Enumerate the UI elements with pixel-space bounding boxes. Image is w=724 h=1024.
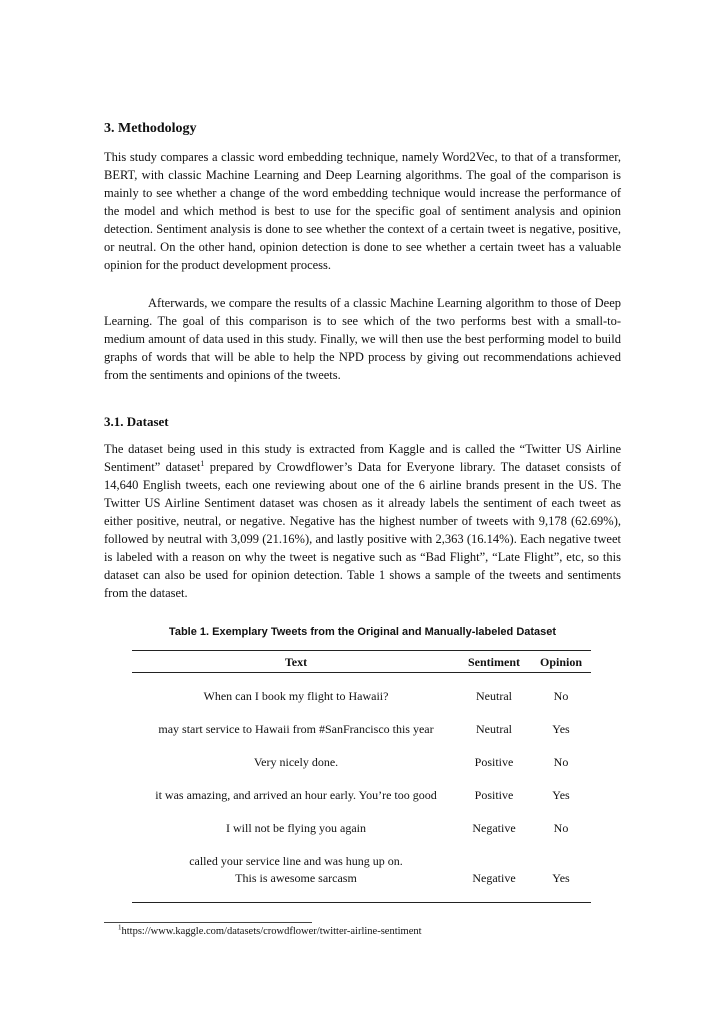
header-sentiment: Sentiment xyxy=(468,655,520,669)
section-heading: 3. Methodology xyxy=(104,121,197,136)
row-text: When can I book my flight to Hawaii? xyxy=(203,689,389,703)
dataset-text-part2: prepared by Crowdflower’s Data for Everyone library. The dataset consists of 14,640 English tweets, each one reviewing about one of the 6 airline brands present in the US. The Twitter US Airline Sentiment dataset was chosen as it already labels the sentiment of each tweet as either positive, neutral, or negative. Negative has the highest number of tweets with 9,178 (62.69%), followed by neutral with 3,099 (21.16%), and lastly positive with 2,363 (16.14%). Each negative tweet is labeled with a reason on why the tweet is negative such as “Bad Flight”, “Late Flight”, etc, so this dataset can also be used for opinion detection. Table 1 shows a sample of the tweets and sentiments from the dataset. xyxy=(104,460,621,601)
row-sentiment: Negative xyxy=(472,871,516,885)
row-sentiment: Neutral xyxy=(476,689,512,703)
methodology-paragraph-1: This study compares a classic word embedding technique, namely Word2Vec, to that of a transformer, BERT, with classic Machine Learning and Deep Learning algorithms. The goal of the comparison is mainly to see whether a change of the word embedding technique would increase the performance of the model and which method is best to use for the specific goal of sentiment analysis and opinion detection. Sentiment analysis is done to see whether the context of a certain tweet is negative, positive, or neutral. On the other hand, opinion detection is done to see whether a certain tweet has a valuable opinion for the product development process. xyxy=(104,150,621,273)
row-opinion: No xyxy=(553,755,569,769)
row-text: may start service to Hawaii from #SanFrancisco this year xyxy=(158,722,434,736)
footnote-reference[interactable]: 1 xyxy=(200,458,205,468)
row-sentiment: Positive xyxy=(474,755,514,769)
row-sentiment: Positive xyxy=(474,788,514,802)
subsection-heading: 3.1. Dataset xyxy=(104,414,169,429)
dataset-text-part1: The dataset being used in this study is extracted from Kaggle and is called the “Twitter US Airline Sentiment” dataset xyxy=(104,442,621,475)
row-opinion: No xyxy=(553,821,569,835)
row-text: it was amazing, and arrived an hour early. You’re too good xyxy=(155,788,437,802)
row-text-line-1: called your service line and was hung up on. xyxy=(189,854,403,868)
footnote-link[interactable]: https://www.kaggle.com/datasets/crowdflower/twitter-airline-sentiment xyxy=(121,926,422,937)
row-text: Very nicely done. xyxy=(253,755,339,769)
row-text-line-2: This is awesome sarcasm xyxy=(235,871,357,885)
row-opinion: Yes xyxy=(552,871,570,885)
header-opinion: Opinion xyxy=(539,655,583,669)
footnote xyxy=(118,923,422,937)
row-sentiment: Neutral xyxy=(476,722,512,736)
row-opinion: Yes xyxy=(552,788,570,802)
dataset-paragraph xyxy=(104,440,621,602)
table-bottom-rule xyxy=(132,902,591,903)
row-opinion: Yes xyxy=(552,722,570,736)
table-header-rule xyxy=(132,672,591,673)
row-sentiment: Negative xyxy=(472,821,516,835)
row-text: I will not be flying you again xyxy=(226,821,366,835)
row-opinion: No xyxy=(553,689,569,703)
table-caption: Table 1. Exemplary Tweets from the Original and Manually-labeled Dataset xyxy=(168,626,557,638)
header-text: Text xyxy=(284,655,308,669)
footnote-separator xyxy=(104,922,312,923)
footnote-mark: 1 xyxy=(118,923,122,932)
table-top-rule xyxy=(132,650,591,651)
methodology-paragraph-2: Afterwards, we compare the results of a classic Machine Learning algorithm to those of Deep Learning. The goal of this comparison is to see which of the two performs best with a small-to-medium amount of data used in this study. Finally, we will then use the best performing model to build graphs of words that will be able to help the NPD process by giving out recommendations achieved from the sentiments and opinions of the tweets. xyxy=(104,296,621,383)
